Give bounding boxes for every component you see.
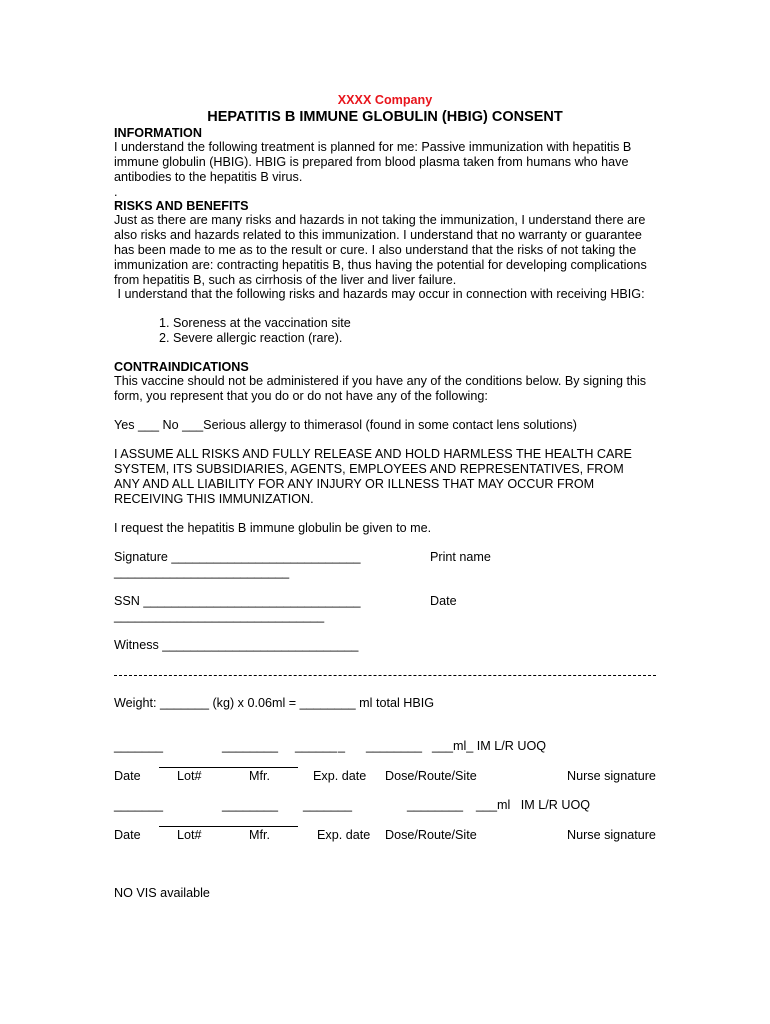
release-text-line: RECEIVING THIS IMMUNIZATION.	[114, 492, 314, 506]
admin2-mfr-label: Mfr.	[249, 828, 270, 842]
information-text-line: I understand the following treatment is planned for me: Passive immunization with hepatitis B	[114, 140, 632, 154]
request-statement: I request the hepatitis B immune globulin be given to me.	[114, 521, 432, 535]
admin1-date-label: Date	[114, 769, 141, 783]
admin1-exp-label: Exp. date	[313, 769, 367, 783]
release-text-line: ANY AND ALL LIABILITY FOR ANY INJURY OR ILLNESS THAT MAY OCCUR FROM	[114, 477, 595, 491]
admin1-nurse-label: Nurse signature	[567, 769, 656, 783]
vis-note: NO VIS available	[114, 886, 210, 900]
date-label: Date	[430, 594, 457, 608]
release-text-line: I ASSUME ALL RISKS AND FULLY RELEASE AND HOLD HARMLESS THE HEALTH CARE	[114, 447, 632, 461]
admin2-dose-field[interactable]: ___ml IM L/R UOQ	[476, 798, 591, 812]
information-dot: .	[114, 185, 118, 199]
risks-text-line: I understand that the following risks and hazards may occur in connection with receiving HBIG:	[114, 287, 645, 301]
contraindications-text-line: form, you represent that you do or do not have any of the following:	[114, 389, 488, 403]
contraindications-heading: CONTRAINDICATIONS	[114, 360, 249, 374]
admin1-underline	[159, 767, 298, 768]
admin2-underline	[159, 826, 298, 827]
admin1-lot-blank[interactable]: ________	[222, 739, 279, 753]
print-name-field[interactable]: _________________________	[114, 565, 290, 579]
section-divider	[114, 675, 656, 676]
allergy-question[interactable]: Yes ___ No ___Serious allergy to thimerasol (found in some contact lens solutions)	[114, 418, 577, 432]
admin2-dose-label: Dose/Route/Site	[385, 828, 477, 842]
admin1-mfr-blank[interactable]: ______	[295, 739, 338, 753]
risks-text-line: has been made to me as to the result or cure. I also understand that the risks of not taking the	[114, 243, 637, 257]
date-field[interactable]: ______________________________	[114, 609, 325, 623]
signature-field[interactable]: Signature ___________________________	[114, 550, 361, 564]
information-heading: INFORMATION	[114, 126, 202, 140]
risks-text-line: also risks and hazards related to this immunization. I understand that no warranty or guarantee	[114, 228, 642, 242]
admin1-lot-label: Lot#	[177, 769, 202, 783]
risks-heading: RISKS AND BENEFITS	[114, 199, 249, 213]
admin1-dose-field[interactable]: ___ml_ IM L/R UOQ	[432, 739, 547, 753]
admin2-exp-label: Exp. date	[317, 828, 371, 842]
risks-text-line: Just as there are many risks and hazards in not taking the immunization, I understand there are	[114, 213, 646, 227]
information-text-line: immune globulin (HBIG). HBIG is prepared from blood plasma taken from humans who have	[114, 155, 629, 169]
admin2-lot-blank[interactable]: ________	[222, 798, 279, 812]
admin2-mfr-blank[interactable]: _______	[303, 798, 353, 812]
company-name: XXXX Company	[337, 93, 433, 107]
contraindications-text-line: This vaccine should not be administered if you have any of the conditions below. By signing this	[114, 374, 647, 388]
print-name-label: Print name	[430, 550, 491, 564]
risk-list-item: 2. Severe allergic reaction (rare).	[159, 331, 343, 345]
admin1-exp-blank[interactable]: ________	[366, 739, 423, 753]
admin2-exp-blank[interactable]: ________	[407, 798, 464, 812]
admin2-lot-label: Lot#	[177, 828, 202, 842]
ssn-field[interactable]: SSN _______________________________	[114, 594, 361, 608]
admin2-nurse-label: Nurse signature	[567, 828, 656, 842]
admin1-date-blank[interactable]: _______	[114, 739, 164, 753]
admin2-date-label: Date	[114, 828, 141, 842]
witness-field[interactable]: Witness ____________________________	[114, 638, 359, 652]
form-title: HEPATITIS B IMMUNE GLOBULIN (HBIG) CONSENT	[207, 109, 563, 125]
admin1-mfr-label: Mfr.	[249, 769, 270, 783]
weight-calculation-field[interactable]: Weight: _______ (kg) x 0.06ml = ________ ml total HBIG	[114, 696, 435, 710]
information-text-line: antibodies to the hepatitis B virus.	[114, 170, 303, 184]
risk-list-item: 1. Soreness at the vaccination site	[159, 316, 351, 330]
admin1-dose-label: Dose/Route/Site	[385, 769, 477, 783]
release-text-line: SYSTEM, ITS SUBSIDIARIES, AGENTS, EMPLOYEES AND REPRESENTATIVES, FROM	[114, 462, 624, 476]
admin2-date-blank[interactable]: _______	[114, 798, 164, 812]
risks-text-line: immunization are: contracting hepatitis B, thus having the potential for developing complications	[114, 258, 647, 272]
admin1-mfr-blank-extra: _	[338, 739, 346, 753]
risks-text-line: from hepatitis B, such as cirrhosis of the liver and liver failure.	[114, 273, 457, 287]
